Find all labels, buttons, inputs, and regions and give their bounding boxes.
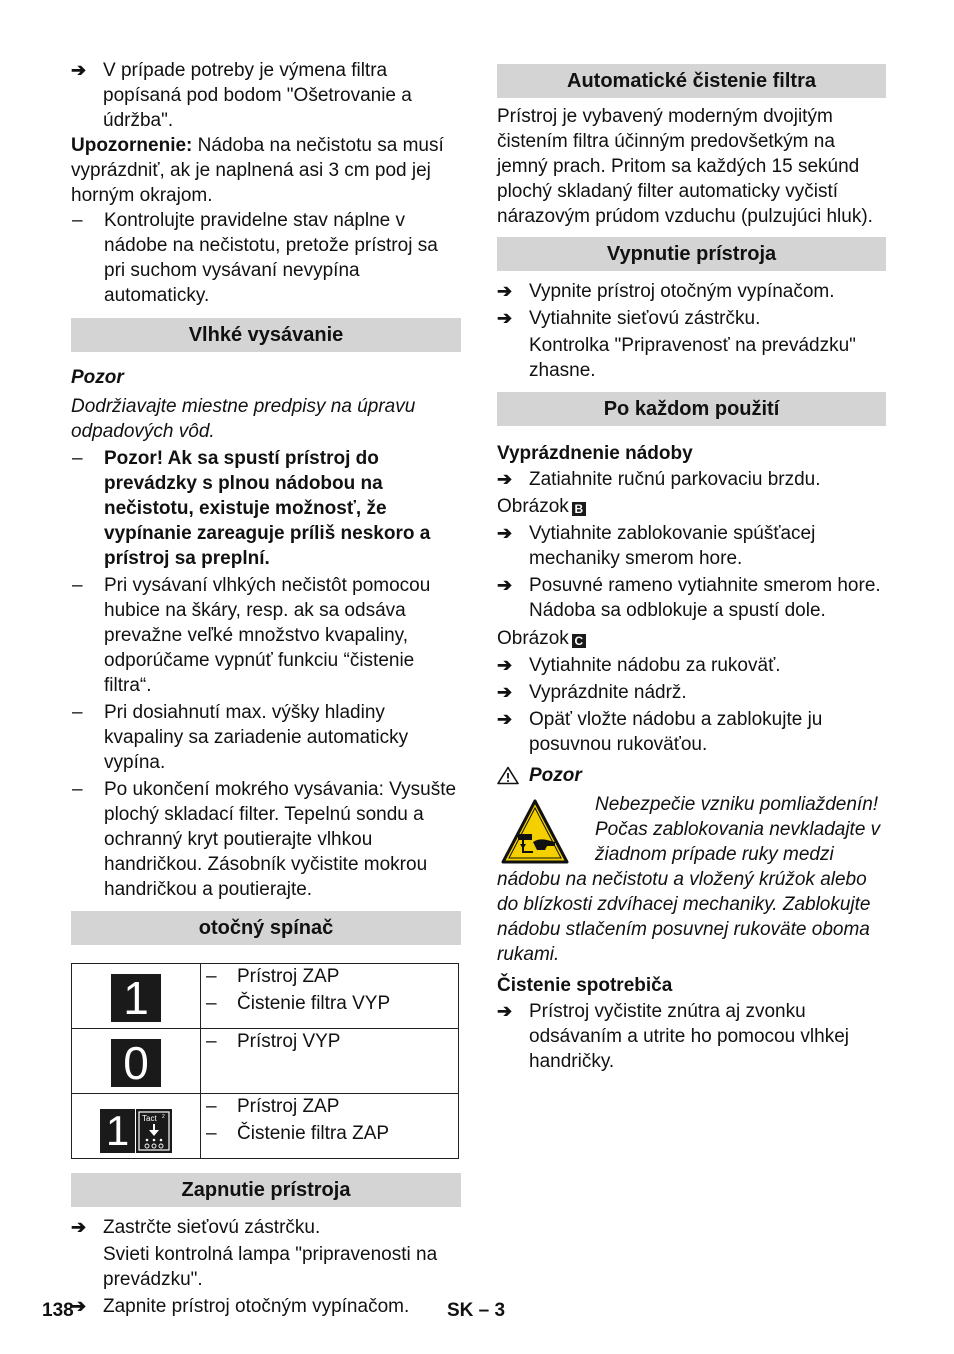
section-header-switching-on: Zapnutie prístroja bbox=[71, 1173, 461, 1207]
section-header-wet-vacuuming: Vlhké vysávanie bbox=[71, 318, 461, 352]
arrow-icon: ➔ bbox=[497, 523, 513, 543]
switch-description-cell: – Prístroj ZAP – Čistenie filtra VYP bbox=[201, 964, 459, 1029]
dash-item: – Pozor! Ak sa spustí prístroj do prevádzky s plnou nádobou na nečistotu, existuje možnosť, že vypínanie zareaguje príliš neskoro a prístroj sa preplní. bbox=[72, 448, 431, 569]
instruction-step: ➔ V prípade potreby je výmena filtra popísaná pod bodom "Ošetrovanie a údržba". bbox=[71, 60, 412, 131]
switch-position-0-icon: 0 bbox=[111, 1039, 161, 1087]
arrow-icon: ➔ bbox=[497, 682, 513, 702]
warning-heading: Pozor bbox=[497, 763, 886, 788]
arrow-icon: ➔ bbox=[497, 1001, 513, 1021]
instruction-step: ➔ Vytiahnite nádobu za rukoväť. bbox=[497, 655, 781, 676]
arrow-icon: ➔ bbox=[497, 308, 513, 328]
arrow-icon: ➔ bbox=[71, 1296, 87, 1316]
switch-description-cell: – Prístroj VYP bbox=[201, 1029, 459, 1094]
switch-position-tact-icon: 1 Tact 2 bbox=[100, 1109, 172, 1153]
hand-crush-hazard-icon bbox=[501, 798, 569, 866]
section-header-switching-off: Vypnutie prístroja bbox=[497, 237, 886, 271]
switch-symbol-cell bbox=[72, 964, 201, 1029]
dash-icon: – bbox=[72, 702, 83, 723]
dash-item: – Kontrolujte pravidelne stav náplne v nádobe na nečistotu, pretože prístroj sa pri suchom vysávaní nevypína automaticky. bbox=[72, 210, 438, 306]
arrow-icon: ➔ bbox=[497, 575, 513, 595]
dash-item: – Pri dosiahnutí max. výšky hladiny kvapaliny sa zariadenie automaticky vypína. bbox=[72, 702, 409, 773]
right-column bbox=[497, 64, 886, 1074]
caution-text: Dodržiavajte miestne predpisy na úpravu odpadových vôd. bbox=[71, 396, 416, 442]
dash-icon: – bbox=[72, 210, 83, 231]
table-row bbox=[72, 1029, 459, 1094]
section-header-after-each-use: Po každom použití bbox=[497, 392, 886, 426]
section-header-automatic-filter-cleaning: Automatické čistenie filtra bbox=[497, 64, 886, 98]
dash-icon: – bbox=[72, 448, 83, 469]
section-header-rotary-switch: otočný spínač bbox=[71, 911, 461, 945]
dash-item: – Po ukončení mokrého vysávania: Vysušte plochý skladací filter. Tepelnú sondu a ochranný kryt poutierajte vlhkou handričkou. Zásobník vyčistite mokrou handričkou a poutierajte. bbox=[72, 779, 457, 900]
switch-description-cell: – Prístroj ZAP – Čistenie filtra ZAP bbox=[201, 1094, 459, 1159]
arrow-icon: ➔ bbox=[71, 1217, 87, 1237]
arrow-icon: ➔ bbox=[497, 709, 513, 729]
tact-filter-icon bbox=[135, 1109, 172, 1153]
left-column bbox=[71, 58, 461, 1319]
instruction-step: ➔ Zatiahnite ručnú parkovaciu brzdu. bbox=[497, 469, 821, 490]
language-section-label: SK – 3 bbox=[447, 1300, 506, 1321]
dash-item: – Pri vysávaní vlhkých nečistôt pomocou hubice na škáry, resp. ak sa odsáva prevažne veľké množstvo kvapaliny, odporúčame vypnúť funkciu “čistenie filtra“. bbox=[72, 575, 431, 696]
figure-reference: Obrázok B bbox=[497, 494, 886, 519]
instruction-step: ➔ Zastrčte sieťovú zástrčku. bbox=[71, 1217, 321, 1238]
figure-b-icon: B bbox=[572, 502, 586, 516]
arrow-icon: ➔ bbox=[497, 281, 513, 301]
svg-text:2: 2 bbox=[162, 1113, 165, 1120]
instruction-note: Svieti kontrolná lampa "pripravenosti na prevádzku". bbox=[103, 1244, 438, 1290]
arrow-icon: ➔ bbox=[497, 469, 513, 489]
dash-icon: – bbox=[72, 779, 83, 800]
instruction-step: ➔ Vytiahnite sieťovú zástrčku. bbox=[497, 308, 761, 329]
page-number: 138 bbox=[42, 1300, 74, 1321]
figure-reference: Obrázok C bbox=[497, 626, 886, 651]
caution-label: Pozor bbox=[71, 367, 124, 388]
instruction-step: ➔ Vypnite prístroj otočným vypínačom. bbox=[497, 281, 835, 302]
svg-text:Tact: Tact bbox=[142, 1113, 157, 1123]
subheading-emptying-container: Vyprázdnenie nádoby bbox=[497, 443, 693, 464]
instruction-step: ➔ Posuvné rameno vytiahnite smerom hore. Nádoba sa odblokuje a spustí dole. bbox=[497, 575, 881, 621]
table-row bbox=[72, 1094, 459, 1159]
switch-symbol-cell bbox=[72, 1029, 201, 1094]
dash-icon: – bbox=[72, 575, 83, 596]
switch-symbol-cell bbox=[72, 1094, 201, 1159]
warning-text: Nebezpečie vzniku pomliaždenín! Počas zablokovania nevkladajte v žiadnom prípade ruky medzi nádobu na nečistotu a vložený krúžok alebo do blízkosti zdvíhacej mechaniky. Zablokujte nádobu stlačením posuvnej rukoväte oboma rukami. bbox=[497, 794, 881, 965]
instruction-step: ➔ Vyprázdnite nádrž. bbox=[497, 682, 687, 703]
figure-c-icon: C bbox=[572, 634, 586, 648]
warning-block bbox=[497, 792, 886, 967]
subheading-cleaning-appliance: Čistenie spotrebiča bbox=[497, 975, 673, 996]
switch-table bbox=[71, 963, 459, 1159]
arrow-icon: ➔ bbox=[71, 60, 87, 80]
switch-position-1-icon: 1 bbox=[111, 974, 161, 1022]
notice-paragraph: Upozornenie: Nádoba na nečistotu sa musí vyprázdniť, ak je naplnená asi 3 cm pod jej horným okrajom. bbox=[71, 135, 444, 206]
instruction-step: ➔ Vytiahnite zablokovanie spúšťacej mechaniky smerom hore. bbox=[497, 523, 816, 569]
arrow-icon: ➔ bbox=[497, 655, 513, 675]
instruction-step: ➔ Zapnite prístroj otočným vypínačom. bbox=[71, 1296, 410, 1317]
warning-triangle-icon bbox=[497, 766, 519, 785]
instruction-step: ➔ Opäť vložte nádobu a zablokujte ju posuvnou rukoväťou. bbox=[497, 709, 823, 755]
table-row bbox=[72, 964, 459, 1029]
instruction-note: Kontrolka "Pripravenosť na prevádzku" zhasne. bbox=[529, 335, 856, 381]
instruction-step: ➔ Prístroj vyčistite znútra aj zvonku odsávaním a utrite ho pomocou vlhkej handričky. bbox=[497, 1001, 850, 1072]
auto-filter-paragraph: Prístroj je vybavený moderným dvojitým čistením filtra účinným predovšetkým na jemný prach. Pritom sa každých 15 sekúnd plochý skladaný filter automaticky vyčistí nárazovým prúdom vzduchu (pulzujúci hluk). bbox=[497, 106, 873, 227]
